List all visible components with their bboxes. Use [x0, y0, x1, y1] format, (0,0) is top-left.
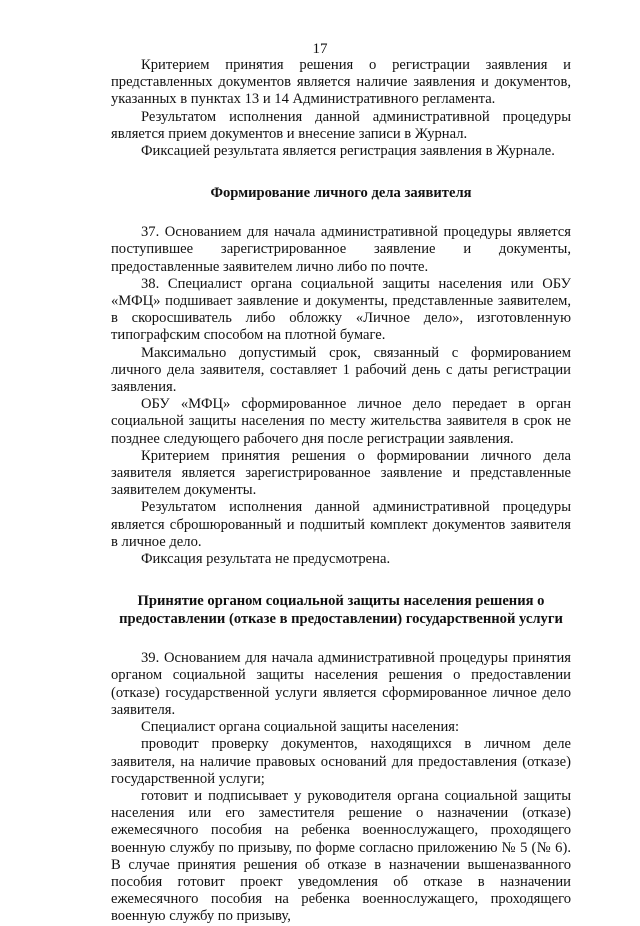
- paragraph: Фиксацией результата является регистрация заявления в Журнале.: [141, 143, 555, 160]
- paragraph: 37. Основанием для начала административной процедуры является поступившее зарегистрированное заявление и документы, предоставленные заявителем лично либо по почте.: [111, 224, 571, 275]
- paragraph: Специалист органа социальной защиты населения:: [141, 719, 460, 736]
- paragraph: Результатом исполнения данной административной процедуры является прием документов и внесение записи в Журнал.: [111, 108, 571, 142]
- paragraph: Результатом исполнения данной административной процедуры является сброшюрованный и подшитый комплект документов заявителя в личное дело.: [111, 499, 571, 550]
- paragraph: Критерием принятия решения о формировании личного дела заявителя является зарегистрированное заявление и представленные заявителем документы.: [111, 447, 571, 499]
- paragraph: 39. Основанием для начала административной процедуры принятия органом социальной защиты населения решения о предоставлении (отказе) государственной услуги является сформированное личное дело заявителя.: [111, 650, 571, 718]
- section-heading: Формирование личного дела заявителя: [210, 185, 472, 202]
- paragraph: проводит проверку документов, находящихся в личном деле заявителя, на наличие правовых оснований для предоставления (отказе) государственной услуги;: [111, 736, 571, 787]
- page-number: 17: [312, 41, 328, 57]
- paragraph: Максимально допустимый срок, связанный с формированием личного дела заявителя, составляет 1 рабочий день с даты регистрации заявления.: [111, 344, 571, 396]
- section-heading: Принятие органом социальной защиты населения решения о предоставлении (отказе в предоставлении) государственной услуги: [119, 593, 563, 628]
- document-body: [111, 57, 571, 926]
- paragraph: готовит и подписывает у руководителя органа социальной защиты населения или его заместителя решение о назначении (отказе) ежемесячного пособия на ребенка военнослужащего, проходящего военную службу по призыву, по форме согласно приложению № 5 (№ 6). В случае принятия решения об отказе в назначении вышеназванного пособия готовит проект уведомления об отказе в назначении ежемесячного пособия на ребенка военнослужащего, проходящего военную службу по призыву,: [111, 787, 571, 925]
- paragraph: Критерием принятия решения о регистрации заявления и представленных документов является наличие заявления и документов, указанных в пунктах 13 и 14 Административного регламента.: [111, 57, 571, 108]
- paragraph: Фиксация результата не предусмотрена.: [141, 551, 391, 568]
- paragraph: 38. Специалист органа социальной защиты населения или ОБУ «МФЦ» подшивает заявление и документы, представленные заявителем, в скоросшиватель либо обложку «Личное дело», изготовленную типографским способом на плотной бумаге.: [111, 275, 571, 344]
- paragraph: ОБУ «МФЦ» сформированное личное дело передает в орган социальной защиты населения по месту жительства заявителя в срок не позднее следующего рабочего дня после регистрации заявления.: [111, 396, 571, 447]
